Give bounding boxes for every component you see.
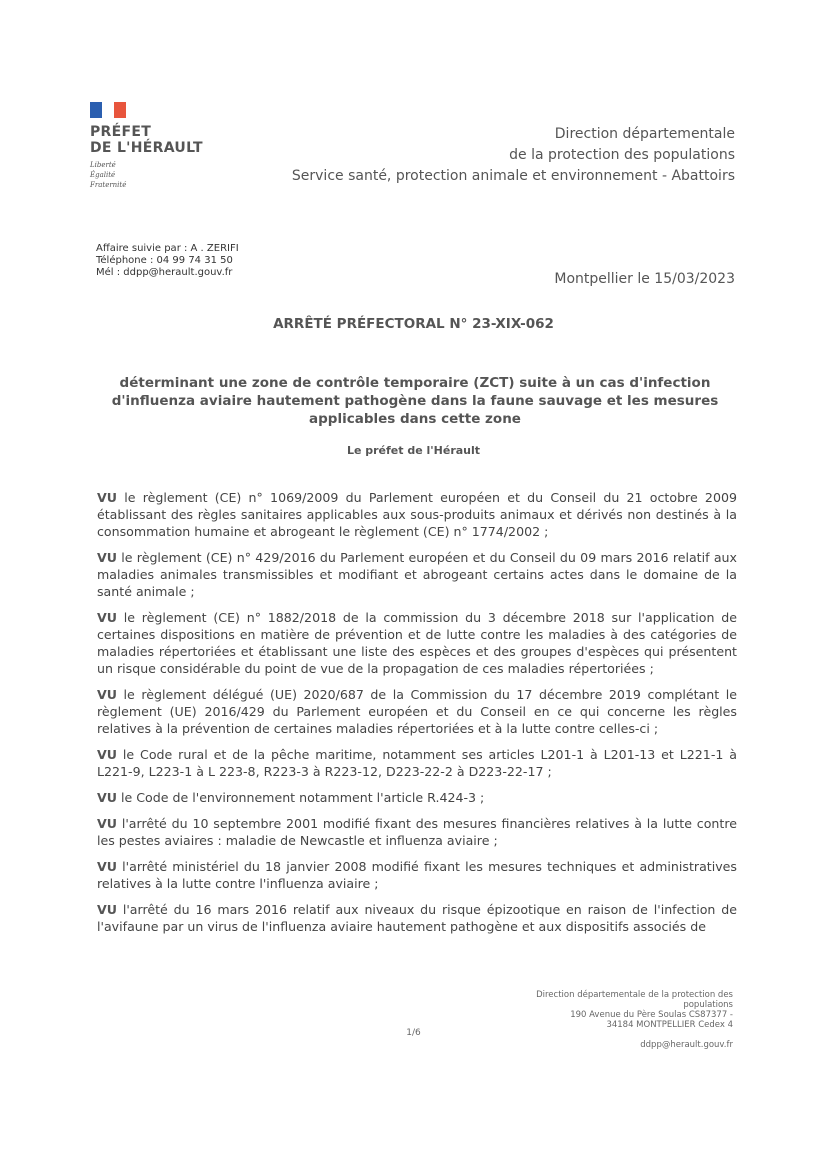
service-header: Direction départementale de la protection des populations Service santé, protection animale et environnement - Abattoirs: [291, 126, 735, 184]
motto: Liberté Égalité Fraternité: [90, 161, 127, 189]
vu-label: VU: [97, 490, 117, 505]
footer-address: Direction départementale de la protection des populations 190 Avenue du Père Soulas CS87377 - 34184 MONTPELLIER Cedex 4 ddpp@herault.gouv.fr: [503, 990, 733, 1050]
paragraph-text: le règlement délégué (UE) 2020/687 de la Commission du 17 décembre 2019 complétant le règlement (UE) 2016/429 du Parlement européen et du Conseil en ce qui concerne les règles relatives à la prévention de certaines maladies répertoriées et à la lutte contre celles-ci ;: [97, 687, 737, 736]
paragraph-text: le Code rural et de la pêche maritime, notamment ses articles L201-1 à L201-13 et L221-1 à L221-9, L223-1 à L 223-8, R223-3 à R223-12, D223-22-2 à D223-22-17 ;: [97, 747, 737, 779]
prefet-line: Le préfet de l'Hérault: [346, 444, 481, 457]
vu-label: VU: [97, 687, 117, 702]
vu-paragraph: [97, 609, 737, 677]
vu-paragraph: [97, 489, 737, 540]
paragraph-text: le Code de l'environnement notamment l'article R.424-3 ;: [116, 790, 485, 805]
contact-block: Affaire suivie par : A . ZERIFI Téléphone : 04 99 74 31 50 Mél : ddpp@herault.gouv.fr: [96, 243, 239, 278]
document-subtitle: déterminant une zone de contrôle temporaire (ZCT) suite à un cas d'infection d'influenza aviaire hautement pathogène dans la faune sauvage et les mesures applicables dans cette zone: [111, 375, 719, 427]
logo-title: PRÉFET DE L'HÉRAULT: [90, 124, 203, 156]
date: Montpellier le 15/03/2023: [554, 271, 735, 287]
vu-paragraph: [97, 815, 737, 849]
vu-paragraph: [97, 858, 737, 892]
document-title: ARRÊTÉ PRÉFECTORAL N° 23-XIX-062: [273, 316, 554, 332]
vu-label: VU: [97, 859, 117, 874]
vu-label: VU: [97, 550, 117, 565]
paragraph-text: le règlement (CE) n° 1069/2009 du Parlement européen et du Conseil du 21 octobre 2009 établissant des règles sanitaires applicables aux sous-produits animaux et dérivés non destinés à la consommation humaine et abrogeant le règlement (CE) n° 1774/2002 ;: [97, 490, 737, 539]
paragraph-text: le règlement (CE) n° 1882/2018 de la commission du 3 décembre 2018 sur l'application de certaines dispositions en matière de prévention et de lutte contre les maladies à des catégories de maladies répertoriées et établissant une liste des espèces et des groupes d'espèces qui présentent un risque considérable du point de vue de la propagation de ces maladies répertoriées ;: [97, 610, 737, 676]
paragraph-text: l'arrêté du 16 mars 2016 relatif aux niveaux du risque épizootique en raison de l'infection de l'avifaune par un virus de l'influenza aviaire hautement pathogène et aux dispositifs associés de: [97, 902, 737, 934]
vu-paragraph: [97, 686, 737, 737]
paragraph-text: l'arrêté du 10 septembre 2001 modifié fixant des mesures financières relatives à la lutte contre les pestes aviaires : maladie de Newcastle et influenza aviaire ;: [97, 816, 737, 848]
document-body: [97, 489, 737, 944]
vu-paragraph: [97, 901, 737, 935]
vu-label: VU: [97, 790, 117, 805]
vu-paragraph: [97, 746, 737, 780]
vu-label: VU: [97, 816, 117, 831]
vu-label: VU: [97, 902, 117, 917]
footer-email: ddpp@herault.gouv.fr: [640, 1040, 733, 1050]
paragraph-text: le règlement (CE) n° 429/2016 du Parlement européen et du Conseil du 09 mars 2016 relatif aux maladies animales transmissibles et modifiant et abrogeant certains actes dans le domaine de la santé animale ;: [97, 550, 737, 599]
prefecture-logo: [90, 102, 203, 190]
vu-paragraph: [97, 789, 737, 806]
page-number: 1/6: [406, 1028, 421, 1038]
vu-label: VU: [97, 610, 117, 625]
vu-paragraph: [97, 549, 737, 600]
paragraph-text: l'arrêté ministériel du 18 janvier 2008 modifié fixant les mesures techniques et administratives relatives à la lutte contre l'influenza aviaire ;: [97, 859, 737, 891]
vu-label: VU: [97, 747, 117, 762]
marianne-flag-icon: [90, 102, 126, 118]
